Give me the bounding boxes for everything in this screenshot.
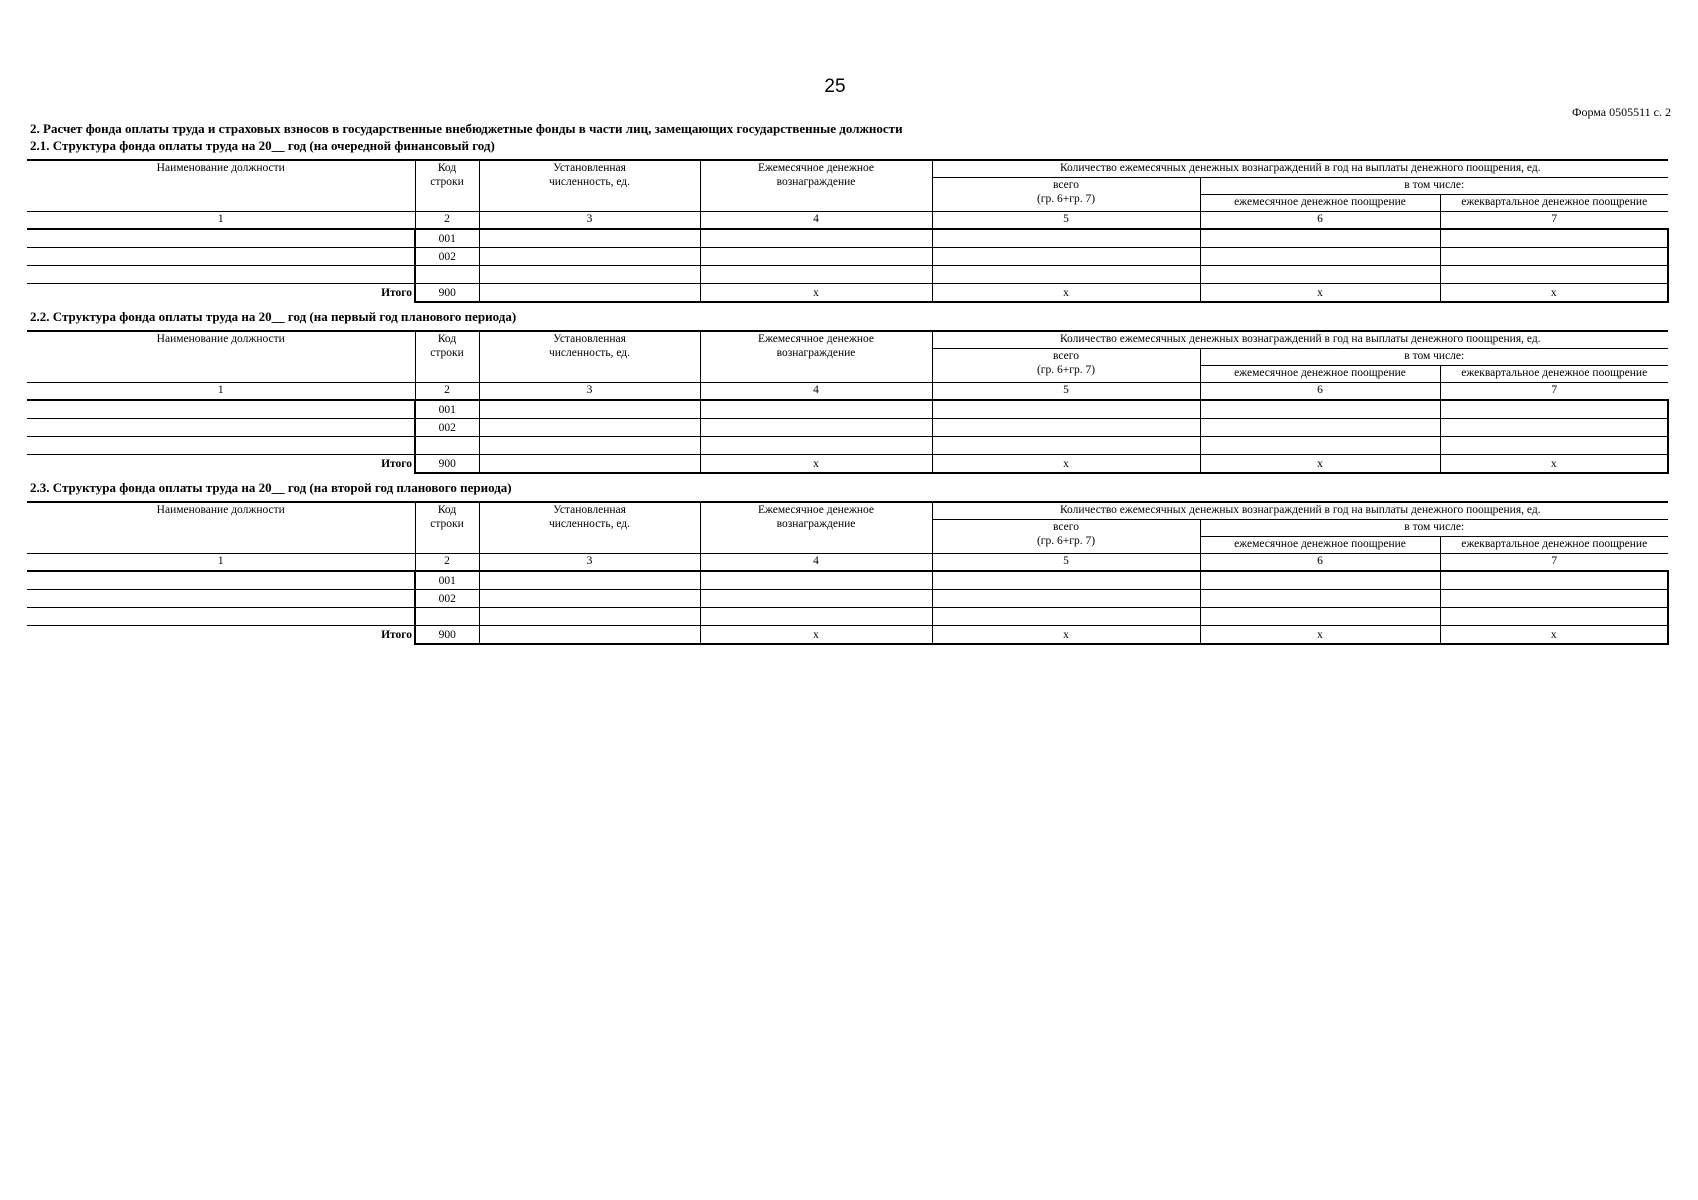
total-row-code: 900	[415, 626, 479, 645]
input-cell-col5[interactable]	[932, 400, 1200, 419]
header-total-line1: всего	[1053, 179, 1079, 191]
header-row-code-line2: строки	[430, 518, 464, 530]
header-headcount	[479, 331, 700, 383]
header-position-name: Наименование должности	[27, 331, 415, 383]
input-cell-col6[interactable]	[1200, 590, 1440, 608]
input-cell-col5[interactable]	[932, 419, 1200, 437]
input-cell-col7[interactable]	[1440, 437, 1668, 455]
input-cell-col7[interactable]	[1440, 608, 1668, 626]
total-label: Итого	[381, 287, 412, 299]
input-cell-col5[interactable]	[932, 248, 1200, 266]
header-monthly-bonus: ежемесячное денежное поощрение	[1200, 195, 1440, 212]
header-row-code-line1: Код	[437, 162, 457, 174]
input-cell-col4[interactable]	[700, 437, 932, 455]
total-cell-c6: x	[1200, 284, 1440, 303]
input-cell-col6[interactable]	[1200, 437, 1440, 455]
input-cell-col7[interactable]	[1440, 590, 1668, 608]
total-cell-c5: x	[932, 455, 1200, 474]
input-cell-col4[interactable]	[700, 248, 932, 266]
column-number: 5	[932, 554, 1200, 572]
column-number: 3	[479, 383, 700, 401]
total-label: Итого	[381, 629, 412, 641]
header-monthly-reward	[700, 502, 932, 554]
input-cell-col4[interactable]	[700, 400, 932, 419]
header-headcount-line1: Установленная	[553, 504, 626, 516]
header-total	[932, 349, 1200, 383]
total-label: Итого	[381, 458, 412, 470]
header-monthly-reward	[700, 331, 932, 383]
header-headcount-line2: численность, ед.	[548, 176, 631, 188]
header-monthly-bonus: ежемесячное денежное поощрение	[1200, 537, 1440, 554]
header-monthly-reward-line1: Ежемесячное денежное	[757, 333, 875, 345]
position-name-cell[interactable]	[27, 590, 415, 608]
header-including: в том числе:	[1200, 520, 1668, 537]
header-monthly-reward-line1: Ежемесячное денежное	[757, 504, 875, 516]
input-cell-col4[interactable]	[700, 229, 932, 248]
header-quarterly-bonus: ежеквартальное денежное поощрение	[1440, 195, 1668, 212]
input-cell-col7[interactable]	[1440, 400, 1668, 419]
header-monthly-reward	[700, 160, 932, 212]
total-cell-c3[interactable]	[479, 626, 700, 645]
total-cell-c4: x	[700, 455, 932, 474]
table-row	[27, 400, 1668, 419]
total-cell-c4: x	[700, 284, 932, 303]
position-name-cell[interactable]	[27, 571, 415, 590]
header-row-code-line2: строки	[430, 347, 464, 359]
header-total-line2: (гр. 6+гр. 7)	[1036, 535, 1096, 547]
column-number: 3	[479, 212, 700, 230]
input-cell-col4[interactable]	[700, 571, 932, 590]
row-code-cell	[415, 266, 479, 284]
input-cell-col6[interactable]	[1200, 571, 1440, 590]
input-cell-col5[interactable]	[932, 437, 1200, 455]
document-title: 2. Расчет фонда оплаты труда и страховых взносов в государственные внебюджетные фонды в части лиц, замещающих государственные должности	[30, 121, 903, 136]
total-cell-c7: x	[1440, 626, 1668, 645]
header-total	[932, 520, 1200, 554]
header-including: в том числе:	[1200, 178, 1668, 195]
row-code-cell: 001	[415, 400, 479, 419]
header-row-code	[415, 160, 479, 212]
header-row-code	[415, 502, 479, 554]
input-cell-col5[interactable]	[932, 590, 1200, 608]
column-number: 4	[700, 554, 932, 572]
position-name-cell[interactable]	[27, 229, 415, 248]
total-cell-c5: x	[932, 626, 1200, 645]
column-number: 4	[700, 383, 932, 401]
header-row-code-line1: Код	[437, 333, 457, 345]
input-cell-col6[interactable]	[1200, 419, 1440, 437]
input-cell-col7[interactable]	[1440, 229, 1668, 248]
header-row-code-line1: Код	[437, 504, 457, 516]
total-cell-c3[interactable]	[479, 455, 700, 474]
header-headcount-line2: численность, ед.	[548, 347, 631, 359]
column-number: 5	[932, 212, 1200, 230]
header-monthly-reward-line2: вознаграждение	[776, 176, 856, 188]
input-cell-col7[interactable]	[1440, 248, 1668, 266]
input-cell-col3[interactable]	[479, 419, 700, 437]
total-row	[27, 626, 1668, 645]
input-cell-col3[interactable]	[479, 608, 700, 626]
input-cell-col6[interactable]	[1200, 248, 1440, 266]
column-number: 3	[479, 554, 700, 572]
column-number: 4	[700, 212, 932, 230]
input-cell-col6[interactable]	[1200, 266, 1440, 284]
input-cell-col4[interactable]	[700, 266, 932, 284]
column-number: 1	[27, 212, 415, 230]
input-cell-col4[interactable]	[700, 590, 932, 608]
header-rewards-count-group: Количество ежемесячных денежных вознаграждений в год на выплаты денежного поощрения, ед.	[932, 502, 1668, 520]
row-code-cell: 001	[415, 229, 479, 248]
input-cell-col4[interactable]	[700, 608, 932, 626]
total-cell-c4: x	[700, 626, 932, 645]
column-number: 1	[27, 554, 415, 572]
total-row-code: 900	[415, 284, 479, 303]
total-row	[27, 284, 1668, 303]
header-monthly-reward-line2: вознаграждение	[776, 347, 856, 359]
input-cell-col7[interactable]	[1440, 419, 1668, 437]
column-number: 2	[415, 212, 479, 230]
table-row	[27, 571, 1668, 590]
header-total-line2: (гр. 6+гр. 7)	[1036, 193, 1096, 205]
input-cell-col4[interactable]	[700, 419, 932, 437]
section-title: 2.3. Структура фонда оплаты труда на 20__ год (на второй год планового периода)	[30, 480, 512, 495]
column-number: 5	[932, 383, 1200, 401]
total-cell-c6: x	[1200, 626, 1440, 645]
column-number: 6	[1200, 554, 1440, 572]
table-row	[27, 608, 1668, 626]
table-row	[27, 419, 1668, 437]
total-row	[27, 455, 1668, 474]
row-code-cell: 002	[415, 248, 479, 266]
header-quarterly-bonus: ежеквартальное денежное поощрение	[1440, 537, 1668, 554]
position-name-cell[interactable]	[27, 400, 415, 419]
row-code-cell: 002	[415, 419, 479, 437]
column-number: 6	[1200, 212, 1440, 230]
column-number: 2	[415, 554, 479, 572]
position-name-cell[interactable]	[27, 437, 415, 455]
input-cell-col3[interactable]	[479, 590, 700, 608]
input-cell-col7[interactable]	[1440, 266, 1668, 284]
input-cell-col3[interactable]	[479, 437, 700, 455]
input-cell-col6[interactable]	[1200, 400, 1440, 419]
header-headcount	[479, 502, 700, 554]
table-row	[27, 248, 1668, 266]
input-cell-col3[interactable]	[479, 571, 700, 590]
row-code-cell	[415, 437, 479, 455]
row-code-cell: 002	[415, 590, 479, 608]
input-cell-col3[interactable]	[479, 248, 700, 266]
header-headcount	[479, 160, 700, 212]
input-cell-col5[interactable]	[932, 608, 1200, 626]
column-number: 6	[1200, 383, 1440, 401]
column-number: 7	[1440, 554, 1668, 572]
column-number: 2	[415, 383, 479, 401]
header-headcount-line1: Установленная	[553, 333, 626, 345]
header-monthly-reward-line2: вознаграждение	[776, 518, 856, 530]
section-title: 2.1. Структура фонда оплаты труда на 20__ год (на очередной финансовый год)	[30, 138, 495, 153]
payroll-structure-table	[27, 159, 1669, 303]
input-cell-col5[interactable]	[932, 229, 1200, 248]
input-cell-col3[interactable]	[479, 266, 700, 284]
input-cell-col7[interactable]	[1440, 571, 1668, 590]
total-cell-c3[interactable]	[479, 284, 700, 303]
page-number: 25	[824, 76, 846, 97]
payroll-structure-table	[27, 501, 1669, 645]
total-cell-c6: x	[1200, 455, 1440, 474]
column-number: 7	[1440, 212, 1668, 230]
header-total-line2: (гр. 6+гр. 7)	[1036, 364, 1096, 376]
header-total-line1: всего	[1053, 521, 1079, 533]
table-row	[27, 437, 1668, 455]
header-headcount-line1: Установленная	[553, 162, 626, 174]
input-cell-col6[interactable]	[1200, 608, 1440, 626]
input-cell-col5[interactable]	[932, 266, 1200, 284]
input-cell-col5[interactable]	[932, 571, 1200, 590]
header-row-code-line2: строки	[430, 176, 464, 188]
input-cell-col3[interactable]	[479, 229, 700, 248]
table-row	[27, 266, 1668, 284]
total-cell-c7: x	[1440, 455, 1668, 474]
header-row-code	[415, 331, 479, 383]
column-number: 7	[1440, 383, 1668, 401]
header-position-name: Наименование должности	[27, 502, 415, 554]
header-monthly-reward-line1: Ежемесячное денежное	[757, 162, 875, 174]
form-code: Форма 0505511 с. 2	[1571, 105, 1671, 119]
column-number: 1	[27, 383, 415, 401]
position-name-cell[interactable]	[27, 608, 415, 626]
section-title: 2.2. Структура фонда оплаты труда на 20__ год (на первый год планового периода)	[30, 309, 517, 324]
header-headcount-line2: численность, ед.	[548, 518, 631, 530]
position-name-cell[interactable]	[27, 419, 415, 437]
position-name-cell[interactable]	[27, 266, 415, 284]
total-cell-c5: x	[932, 284, 1200, 303]
position-name-cell[interactable]	[27, 248, 415, 266]
total-row-code: 900	[415, 455, 479, 474]
header-position-name: Наименование должности	[27, 160, 415, 212]
table-row	[27, 590, 1668, 608]
input-cell-col6[interactable]	[1200, 229, 1440, 248]
payroll-structure-table	[27, 330, 1669, 474]
total-cell-c7: x	[1440, 284, 1668, 303]
header-rewards-count-group: Количество ежемесячных денежных вознаграждений в год на выплаты денежного поощрения, ед.	[932, 331, 1668, 349]
header-including: в том числе:	[1200, 349, 1668, 366]
input-cell-col3[interactable]	[479, 400, 700, 419]
header-monthly-bonus: ежемесячное денежное поощрение	[1200, 366, 1440, 383]
row-code-cell	[415, 608, 479, 626]
table-row	[27, 229, 1668, 248]
row-code-cell: 001	[415, 571, 479, 590]
header-quarterly-bonus: ежеквартальное денежное поощрение	[1440, 366, 1668, 383]
header-total-line1: всего	[1053, 350, 1079, 362]
header-total	[932, 178, 1200, 212]
header-rewards-count-group: Количество ежемесячных денежных вознаграждений в год на выплаты денежного поощрения, ед.	[932, 160, 1668, 178]
